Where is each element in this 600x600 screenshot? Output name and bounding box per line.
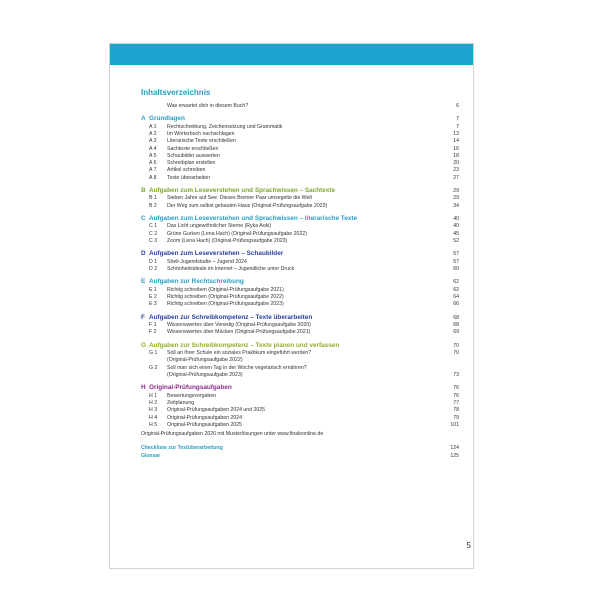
section-page: 70 (453, 342, 459, 349)
toc-intro-text: Was erwartet dich in diesem Buch? (167, 103, 249, 109)
page-number: 5 (466, 541, 471, 550)
item-page: 62 (453, 286, 459, 293)
book-page (110, 44, 473, 568)
toc-extra-page: 124 (450, 445, 459, 452)
toc-item-row (141, 259, 459, 266)
toc-item-row (141, 124, 459, 131)
toc-item-row (141, 138, 459, 145)
item-title: Texte überarbeiten (167, 174, 210, 181)
toc-item-row (141, 231, 459, 238)
item-title: Richtig schreiben (Original-Prüfungsaufgabe 2021) (167, 286, 284, 293)
item-page: 29 (453, 195, 459, 202)
item-page: 7 (456, 123, 459, 130)
item-code: A 8 (149, 174, 157, 181)
toc-item-row (141, 287, 459, 294)
item-title: Zeitplanung (167, 399, 195, 406)
toc-extra-text: Checkliste zur Textüberarbeitung (141, 445, 223, 452)
item-code: E 1 (149, 286, 157, 293)
item-title: Richtig schreiben (Original-Prüfungsaufgabe 2023) (167, 301, 284, 308)
section-title: Aufgaben zum Leseverstehen und Sprachwissen – Sachtexte (149, 187, 336, 195)
section-page: 62 (453, 279, 459, 286)
toc-item-row (141, 175, 459, 182)
toc-item-row (141, 350, 459, 357)
section-title: Aufgaben zur Schreibkompetenz – Texte planen und verfassen (149, 341, 340, 349)
toc-item-row (141, 294, 459, 301)
item-code: H 1 (149, 392, 158, 399)
item-title: (Original-Prüfungsaufgabe 2023) (167, 371, 243, 378)
item-code: D 1 (149, 258, 158, 265)
section-letter: B (141, 187, 146, 195)
item-page: 16 (453, 145, 459, 152)
item-page: 101 (450, 421, 459, 428)
item-page: 77 (453, 399, 459, 406)
toc-section-heading (141, 314, 459, 322)
section-letter: F (141, 313, 145, 321)
toc-item-row (141, 146, 459, 153)
toc-item-row (141, 372, 459, 379)
toc-section-heading (141, 250, 459, 258)
toc-title: Inhaltsverzeichnis (141, 88, 211, 97)
toc-item-row (141, 400, 459, 407)
item-title: (Original-Prüfungsaufgabe 2022) (167, 357, 243, 364)
toc-section-heading (141, 187, 459, 195)
item-page: 34 (453, 202, 459, 209)
item-code: B 1 (149, 195, 157, 202)
item-title: Schreibplan erstellen (167, 160, 216, 167)
item-title: Richtig schreiben (Original-Prüfungsaufgabe 2022) (167, 294, 284, 301)
section-page: 7 (456, 116, 459, 123)
item-page: 52 (453, 238, 459, 245)
item-title: Grüne Gurken (Lena Hach) (Original-Prüfungsaufgabe 2022) (167, 230, 307, 237)
toc-content (141, 88, 459, 460)
item-code: F 1 (149, 322, 157, 329)
item-page: 73 (453, 371, 459, 378)
item-page: 14 (453, 138, 459, 145)
toc-section-heading (141, 115, 459, 123)
toc-section-heading (141, 342, 459, 350)
toc-item-row (141, 415, 459, 422)
toc-item-row (141, 407, 459, 414)
toc-item-row (141, 153, 459, 160)
item-title: Zoom (Lena Hach) (Original-Prüfungsaufgabe 2023) (167, 238, 288, 245)
toc-footnote-row (141, 431, 459, 438)
item-page: 69 (453, 329, 459, 336)
section-page: 76 (453, 385, 459, 392)
item-code: E 2 (149, 294, 157, 301)
toc-item-row (141, 238, 459, 245)
toc-item-row (141, 329, 459, 336)
item-page: 13 (453, 131, 459, 137)
item-title: Soll an Ihrer Schule ein soziales Praktikum eingeführt werden? (167, 350, 312, 357)
item-code: D 2 (149, 266, 158, 273)
section-letter: G (141, 341, 146, 349)
toc-extra-row (141, 445, 459, 452)
toc-extras (141, 445, 459, 460)
header-color-bar (110, 44, 473, 65)
item-title: Shell-Jugendstudie – Jugend 2024 (167, 258, 247, 265)
toc-item-row (141, 167, 459, 174)
item-page: 64 (453, 294, 459, 301)
toc-item-row (141, 422, 459, 429)
item-code: A 4 (149, 145, 157, 152)
toc-item-row (141, 223, 459, 230)
item-title: Schaubilder auswerten (167, 152, 220, 159)
section-title: Aufgaben zur Rechtschreibung (149, 278, 244, 286)
item-code: G 2 (149, 364, 158, 371)
section-letter: C (141, 215, 146, 223)
section-title: Aufgaben zum Leseverstehen – Schaubilder (149, 250, 284, 258)
item-code: E 3 (149, 301, 157, 308)
item-code: C 1 (149, 223, 158, 230)
toc-extra-text: Glossar (141, 452, 161, 459)
item-code: C 3 (149, 238, 158, 245)
item-page: 40 (453, 223, 459, 230)
item-page: 57 (453, 258, 459, 265)
section-title: Grundlagen (149, 115, 185, 123)
item-code: A 7 (149, 167, 157, 174)
item-page: 60 (453, 266, 459, 273)
section-page: 40 (453, 216, 459, 223)
item-title: Wissenswertes über Mücken (Original-Prüfungsaufgabe 2021) (167, 329, 311, 336)
item-code: A 5 (149, 152, 157, 159)
item-page (435, 365, 459, 372)
item-code: G 1 (149, 350, 158, 357)
item-page: 45 (453, 230, 459, 237)
toc-intro-page: 6 (456, 103, 459, 109)
item-page: 70 (453, 350, 459, 357)
item-code: H 2 (149, 399, 158, 406)
item-code: A 1 (149, 123, 157, 130)
item-page: 18 (453, 152, 459, 159)
item-page: 23 (453, 167, 459, 174)
item-title: Im Wörterbuch nachschlagen (167, 131, 235, 137)
toc-item-row (141, 357, 459, 364)
item-code: A 2 (149, 131, 157, 137)
item-page: 76 (453, 392, 459, 399)
item-code: H 5 (149, 421, 158, 428)
section-page: 29 (453, 188, 459, 195)
toc-item-row (141, 195, 459, 202)
toc-item-row (141, 393, 459, 400)
section-letter: H (141, 384, 146, 392)
toc-item-row (141, 203, 459, 210)
toc-extra-page: 125 (450, 452, 459, 459)
toc-item-row (141, 365, 459, 372)
item-title: Original-Prüfungsaufgaben 2024 (167, 414, 242, 421)
toc-extra-row (141, 453, 459, 460)
toc-item-row (141, 131, 459, 138)
section-letter: D (141, 250, 146, 258)
item-title: Schönheitsideale im Internet – Jugendliche unter Druck (167, 266, 295, 273)
item-title: Wissenswertes über Venedig (Original-Prüfungsaufgabe 2020) (167, 322, 311, 329)
toc-section-heading (141, 278, 459, 286)
section-page: 57 (453, 251, 459, 258)
toc-section-heading (141, 384, 459, 392)
toc-section-heading (141, 215, 459, 223)
item-title: Sieben Jahre auf See: Dieses Bremer Paar umsegelte die Welt (167, 195, 312, 202)
item-title: Sachtexte erschließen (167, 145, 219, 152)
section-letter: A (141, 115, 146, 123)
item-code: H 4 (149, 414, 158, 421)
section-letter: E (141, 278, 146, 286)
toc-sections (141, 115, 459, 429)
section-title: Aufgaben zur Schreibkompetenz – Texte überarbeiten (149, 313, 313, 321)
item-page: 68 (453, 322, 459, 329)
item-title: Das Licht ungewöhnlicher Sterne (Ryka Aoki) (167, 223, 272, 230)
item-code: H 3 (149, 407, 158, 414)
item-code (141, 357, 167, 364)
toc-footnote: Original-Prüfungsaufgaben 2026 mit Musterlösungen unter www.finaleonline.de (141, 431, 324, 438)
item-title: Bewertungsvorgaben (167, 392, 217, 399)
toc-item-row (141, 160, 459, 167)
toc-intro-row (141, 103, 459, 110)
item-title: Original-Prüfungsaufgaben 2025 (167, 421, 242, 428)
item-page: 78 (453, 407, 459, 414)
item-code (141, 372, 167, 379)
item-title: Original-Prüfungsaufgaben 2024 und 2025 (167, 407, 266, 414)
section-title: Original-Prüfungsaufgaben (149, 384, 232, 392)
item-code: F 2 (149, 329, 157, 336)
section-title: Aufgaben zum Leseverstehen und Sprachwissen – literarische Texte (149, 215, 358, 223)
item-code: A 3 (149, 138, 157, 145)
toc-item-row (141, 322, 459, 329)
item-page: 66 (453, 301, 459, 308)
item-code: B 2 (149, 202, 157, 209)
section-page: 68 (453, 314, 459, 321)
item-title: Artikel schreiben (167, 167, 206, 174)
item-code: A 6 (149, 160, 157, 167)
item-page: 27 (453, 174, 459, 181)
item-title: Rechtschreibung, Zeichensetzung und Grammatik (167, 123, 283, 130)
item-code: C 2 (149, 230, 158, 237)
item-title: Literarische Texte erschließen (167, 138, 236, 145)
toc-item-row (141, 266, 459, 273)
item-title: Der Weg zum selbst gebauten Haus (Original-Prüfungsaufgabe 2023) (167, 202, 328, 209)
item-page: 79 (453, 414, 459, 421)
item-title: Soll man sich einen Tag in der Woche vegetarisch ernähren? (167, 364, 307, 371)
toc-item-row (141, 301, 459, 308)
item-page (435, 357, 459, 364)
item-page: 20 (453, 160, 459, 167)
